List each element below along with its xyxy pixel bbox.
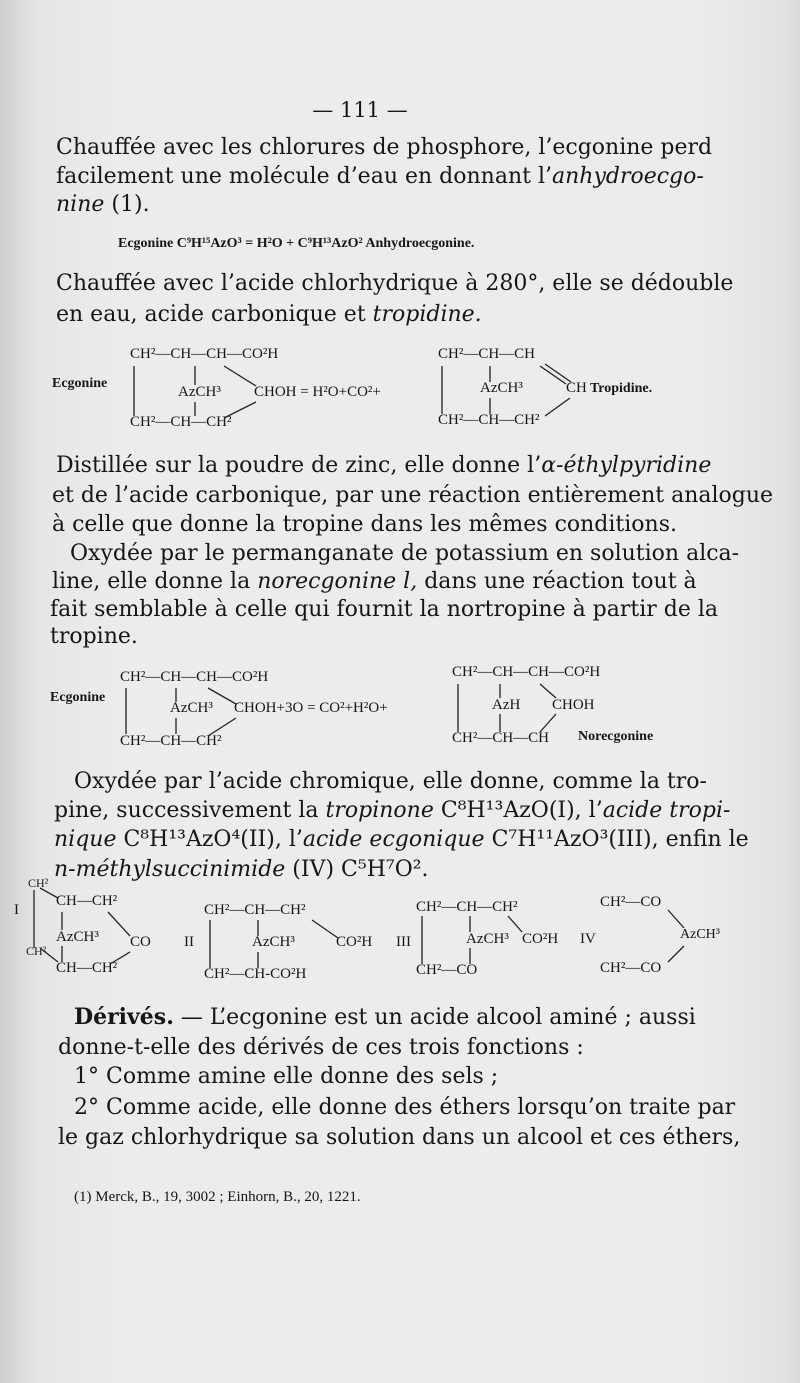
para2-line1: Chauffée avec l’acide chlorhydrique à 280°, elle se dédouble [56,271,734,296]
formula1-bot-right: CH²—CH—CH² [438,412,540,428]
formula3-iii-az: AzCH³ [466,931,509,947]
bond [540,366,566,384]
footnote-ref: (1). [104,192,150,217]
para3-line2: et de l’acide carbonique, par une réaction entièrement analogue [52,483,774,508]
formula2-bot-right: CH²—CH—CH [452,730,550,746]
footnote: (1) Merck, B., 19, 3002 ; Einhorn, B., 20, 1221. [74,1189,361,1205]
italic-term: nique [54,827,117,852]
formula1-ch: CH [566,380,587,396]
formula3-i-co: CO [130,934,151,950]
para5-line4 [54,856,674,884]
para5-line1: Oxydée par l’acide chromique, elle donne, comme la tro- [74,769,707,794]
text: line, elle donne la [52,569,258,594]
formula1-label-ecgonine: Ecgonine [52,376,108,391]
italic-term: nine [56,192,105,217]
para4-line2 [52,568,697,596]
formula1-top-left: CH²—CH—CH—CO²H [130,346,279,362]
formula3-ii-label: II [184,934,194,950]
para5-line3 [54,826,749,854]
formula3-iii-top: CH²—CH—CH² [416,899,518,915]
formula1-top-right: CH²—CH—CH [438,346,536,362]
text: en eau, acide carbonique et [56,302,373,327]
formula1-label-tropidine: Tropidine. [590,381,653,396]
text: (IV) C⁵H⁷O². [285,857,429,882]
formula2-bot-left: CH²—CH—CH² [120,733,222,749]
bond [224,366,256,386]
formula3-ii-bot: CH²—CH-CO²H [204,966,307,982]
formula2-mid-left: AzCH³ [170,700,213,716]
text: dans une réaction tout à [417,569,697,594]
italic-term: tropidine. [372,302,482,327]
formula3-i-label: I [14,902,19,918]
text: facilement une molécule d’eau en donnant l’ [56,164,552,189]
para3-line1 [56,452,712,480]
italic-term: n-méthylsuccinimide [54,857,286,882]
italic-term: α-éthylpyridine [541,453,712,478]
formula3-i-bot: CH² [26,944,47,958]
italic-term: anhydroecgo- [551,164,704,189]
formula3-ii-top: CH²—CH—CH² [204,902,306,918]
text: Distillée sur la poudre de zinc, elle donne l’ [56,453,542,478]
formula1-mid-right: AzCH³ [480,380,523,396]
bond [668,946,684,962]
formula2-top-right: CH²—CH—CH—CO²H [452,664,601,680]
bond [545,398,570,416]
para3-line3: à celle que donne la tropine dans les mêmes conditions. [52,512,677,537]
equation-anhydroecgonine: Ecgonine C⁹H¹⁵AzO³ = H²O + C⁹H¹³AzO² Anhydroecgonine. [118,236,475,251]
text: C⁸H¹³AzO(I), l’ [433,798,603,823]
para6-line1 [74,1003,694,1032]
para6-line2: donne-t-elle des dérivés de ces trois fonctions : [58,1035,584,1060]
formula3-iv-label: IV [580,931,596,947]
formula3-iv-bot: CH²—CO [600,960,662,976]
formula1-choh: CHOH = H²O+CO²+ [254,384,381,400]
bond [668,910,684,928]
formula3-ii-co: CO²H [336,934,373,950]
formula3-iii-label: III [396,934,411,950]
para4-line3: fait semblable à celle qui fournit la nortropine à partir de la [50,597,719,622]
bond [540,684,556,698]
formula3-i-ch1: CH—CH² [56,893,118,909]
italic-term: acide ecgonique [302,827,485,852]
formula3-i-az: AzCH³ [56,929,99,945]
text: pine, successivement la [54,798,326,823]
text: — L’ecgonine est un acide alcool aminé ; aussi [173,1005,696,1030]
italic-term: acide tropi- [602,798,731,823]
bond [508,916,522,932]
bond [108,912,130,936]
bond [312,920,338,938]
formula1-bot-left: CH²—CH—CH² [130,414,232,430]
formula3-ii-az: AzCH³ [252,934,295,950]
formula2-choh: CHOH+3O = CO²+H²O+ [234,700,388,716]
formula2-top-left: CH²—CH—CH—CO²H [120,669,269,685]
formula2-choh-right: CHOH [552,697,595,713]
para1-line2 [56,163,704,191]
formula2-label-ecgonine: Ecgonine [50,690,106,705]
para5-line2 [54,797,731,825]
para2-line2 [56,301,676,329]
para6-line5: le gaz chlorhydrique sa solution dans un alcool et ces éthers, [58,1125,741,1150]
para6-line3: 1° Comme amine elle donne des sels ; [74,1064,499,1089]
para6-line4: 2° Comme acide, elle donne des éthers lorsqu’on traite par [74,1095,736,1120]
formula3-i-top: CH² [28,876,49,890]
para1-line1: Chauffée avec les chlorures de phosphore, l’ecgonine perd [56,135,713,160]
formula2-label-norecgonine: Norecgonine [578,729,654,744]
formula2-mid-right: AzH [492,697,521,713]
italic-term: norecgonine l, [257,569,418,594]
para1-line3 [56,191,676,219]
formula3-iii-bot: CH²—CO [416,962,478,978]
formula3-i-ch2: CH—CH² [56,960,118,976]
heading-derives: Dérivés. [74,1004,174,1030]
text: C⁸H¹³AzO⁴(II), l’ [116,827,303,852]
formula3-iii-co: CO²H [522,931,559,947]
text: C⁷H¹¹AzO³(III), enfin le [484,827,749,852]
formula3-iv-top: CH²—CO [600,894,662,910]
formula3-iv-az: AzCH³ [680,927,720,942]
page-number: — 111 — [312,98,408,122]
para4-line4: tropine. [50,624,138,649]
italic-term: tropinone [325,798,434,823]
para4-line1: Oxydée par le permanganate de potassium en solution alca- [70,541,740,566]
formula1-mid-left: AzCH³ [178,384,221,400]
